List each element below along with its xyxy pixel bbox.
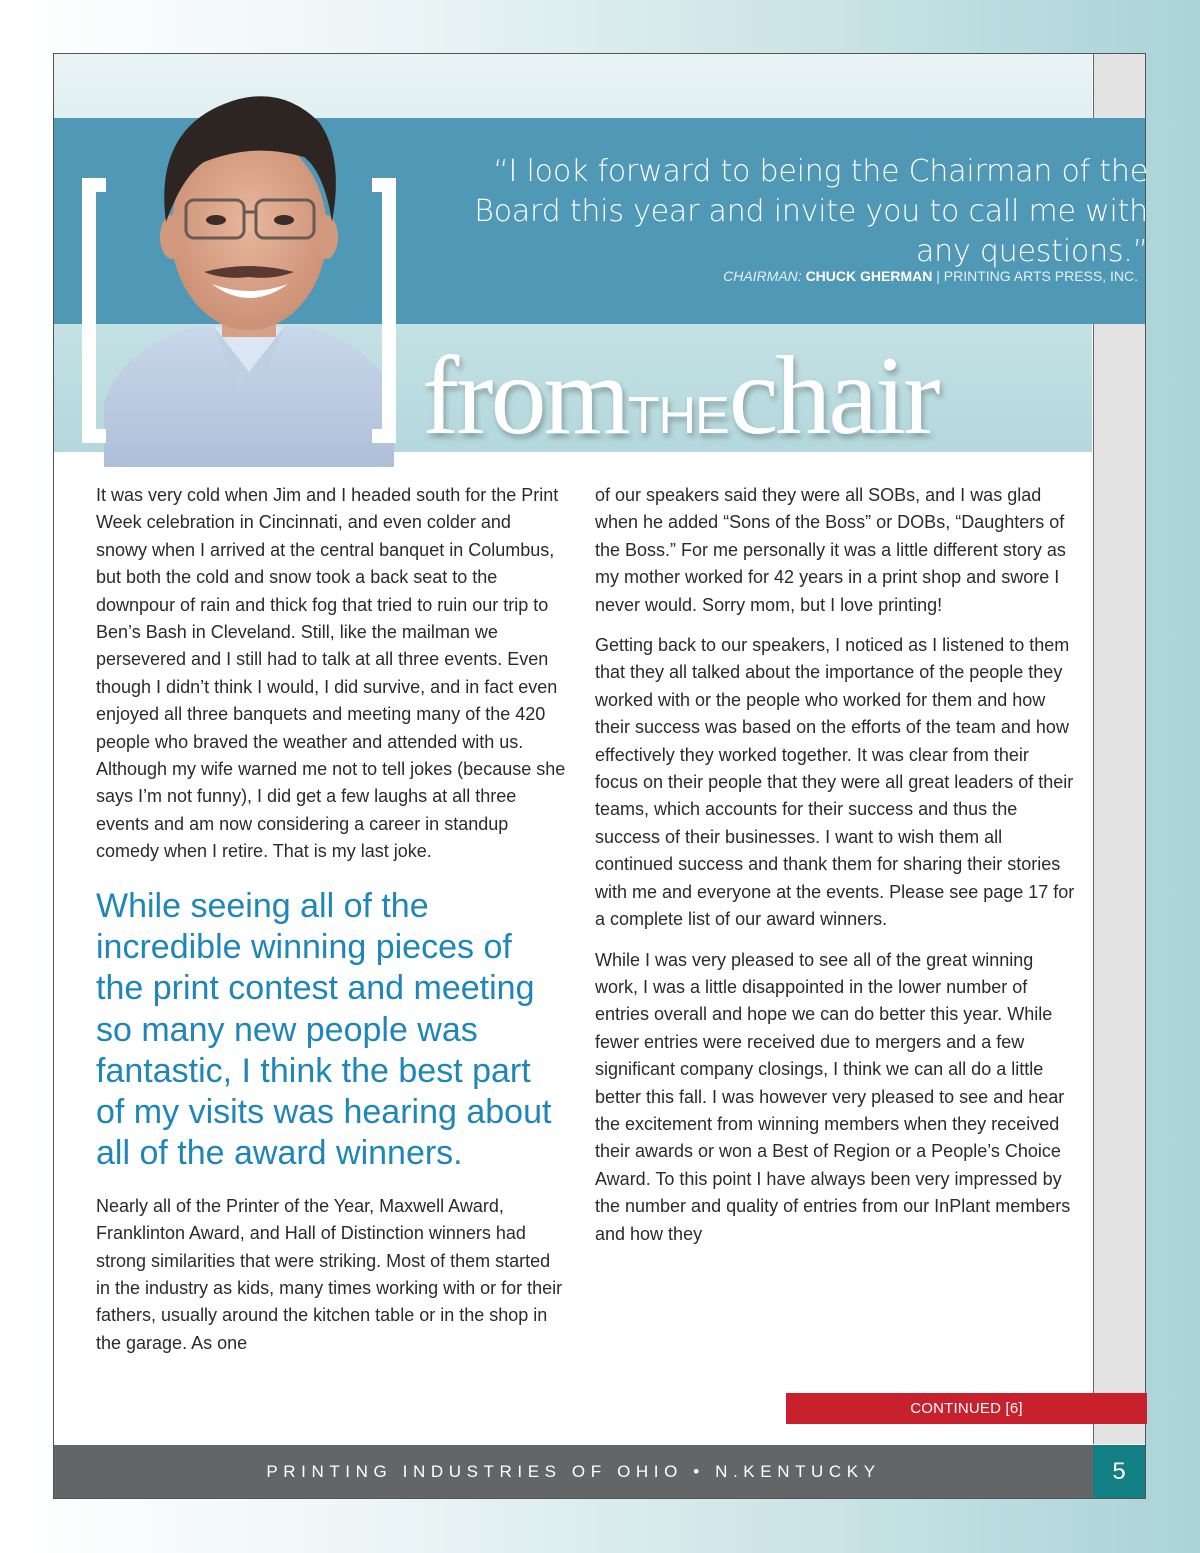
left-bracket <box>82 178 106 443</box>
right-bracket <box>372 178 396 443</box>
footer-org-name: PRINTING INDUSTRIES OF OHIO • N.KENTUCKY <box>54 1445 1093 1498</box>
article-paragraph: of our speakers said they were all SOBs, and I was glad when he added “Sons of the Boss” or DOBs, “Daughters of the Boss.” For me personally it was a little different story as my mother worked for 42 years in a print shop and swore I never would. Sorry mom, but I love printing! <box>595 485 1066 615</box>
page-number: 5 <box>1093 1445 1145 1498</box>
attribution-role: CHAIRMAN: <box>723 268 802 284</box>
article-paragraph: Getting back to our speakers, I noticed as I listened to them that they all talked about the importance of the people they worked with or the people who worked for them and how their success was based on the efforts of the team and how effectively they worked together. It was clear from their focus on their people that they were all great leaders of their teams, which accounts for their success and thus the success of their businesses. I want to wish them all continued success and thank them for sharing their stories with me and everyone at the events. Please see page 17 for a complete list of our award winners. <box>595 635 1075 930</box>
chairman-portrait <box>104 72 394 467</box>
section-title <box>422 334 938 458</box>
title-from: from <box>422 334 628 458</box>
pull-quote: While seeing all of the incredible winning pieces of the print contest and meeting so many new people was fantastic, I think the best part of my visits was hearing about all of the award winners. <box>96 886 552 1173</box>
chairman-quote: “I look forward to being the Chairman of the Board this year and invite you to call me with any questions.” <box>474 154 1148 269</box>
article-paragraph: While I was very pleased to see all of the great winning work, I was a little disappointed in the lower number of entries overall and hope we can do better this year. While fewer entries were received due to mergers and a few significant company closings, I think we can all do a little better this fall. I was however very pleased to see and hear the excitement from winning members when they received their awards or won a Best of Region or a People’s Choice Award. To this point I have always been very impressed by the number and quality of entries from our InPlant members and how they <box>595 949 1071 1244</box>
attribution-company: PRINTING ARTS PRESS, INC. <box>943 268 1138 284</box>
article-column-left <box>96 482 566 1370</box>
article-paragraph: It was very cold when Jim and I headed south for the Print Week celebration in Cincinnati, and even colder and snowy when I arrived at the central banquet in Columbus, but both the cold and snow took a back seat to the downpour of rain and thick fog that tried to ruin our trip to Ben’s Bash in Cleveland. Still, like the mailman we persevered and I still had to talk at all three events. Even though I didn’t think I would, I did survive, and in fact even enjoyed all three banquets and meeting many of the 420 people who braved the weather and attended with us. Although my wife warned me not to tell jokes (because she says I’m not funny), I did get a few laughs at all three events and am now considering a career in standup comedy when I retire. That is my last joke. <box>96 485 566 862</box>
article-column-right <box>595 482 1075 1261</box>
quote-attribution <box>500 268 1138 284</box>
attribution-name: CHUCK GHERMAN <box>805 268 933 284</box>
title-chair: chair <box>728 334 938 458</box>
continued-link[interactable]: CONTINUED [6] <box>786 1393 1147 1424</box>
title-the: THE <box>627 387 729 445</box>
article-paragraph: Nearly all of the Printer of the Year, Maxwell Award, Franklinton Award, and Hall of Distinction winners had strong similarities that were striking. Most of them started in the industry as kids, many times working with or for their fathers, usually around the kitchen table or in the shop in the garage. As one <box>96 1195 563 1353</box>
attribution-separator: | <box>936 268 940 284</box>
